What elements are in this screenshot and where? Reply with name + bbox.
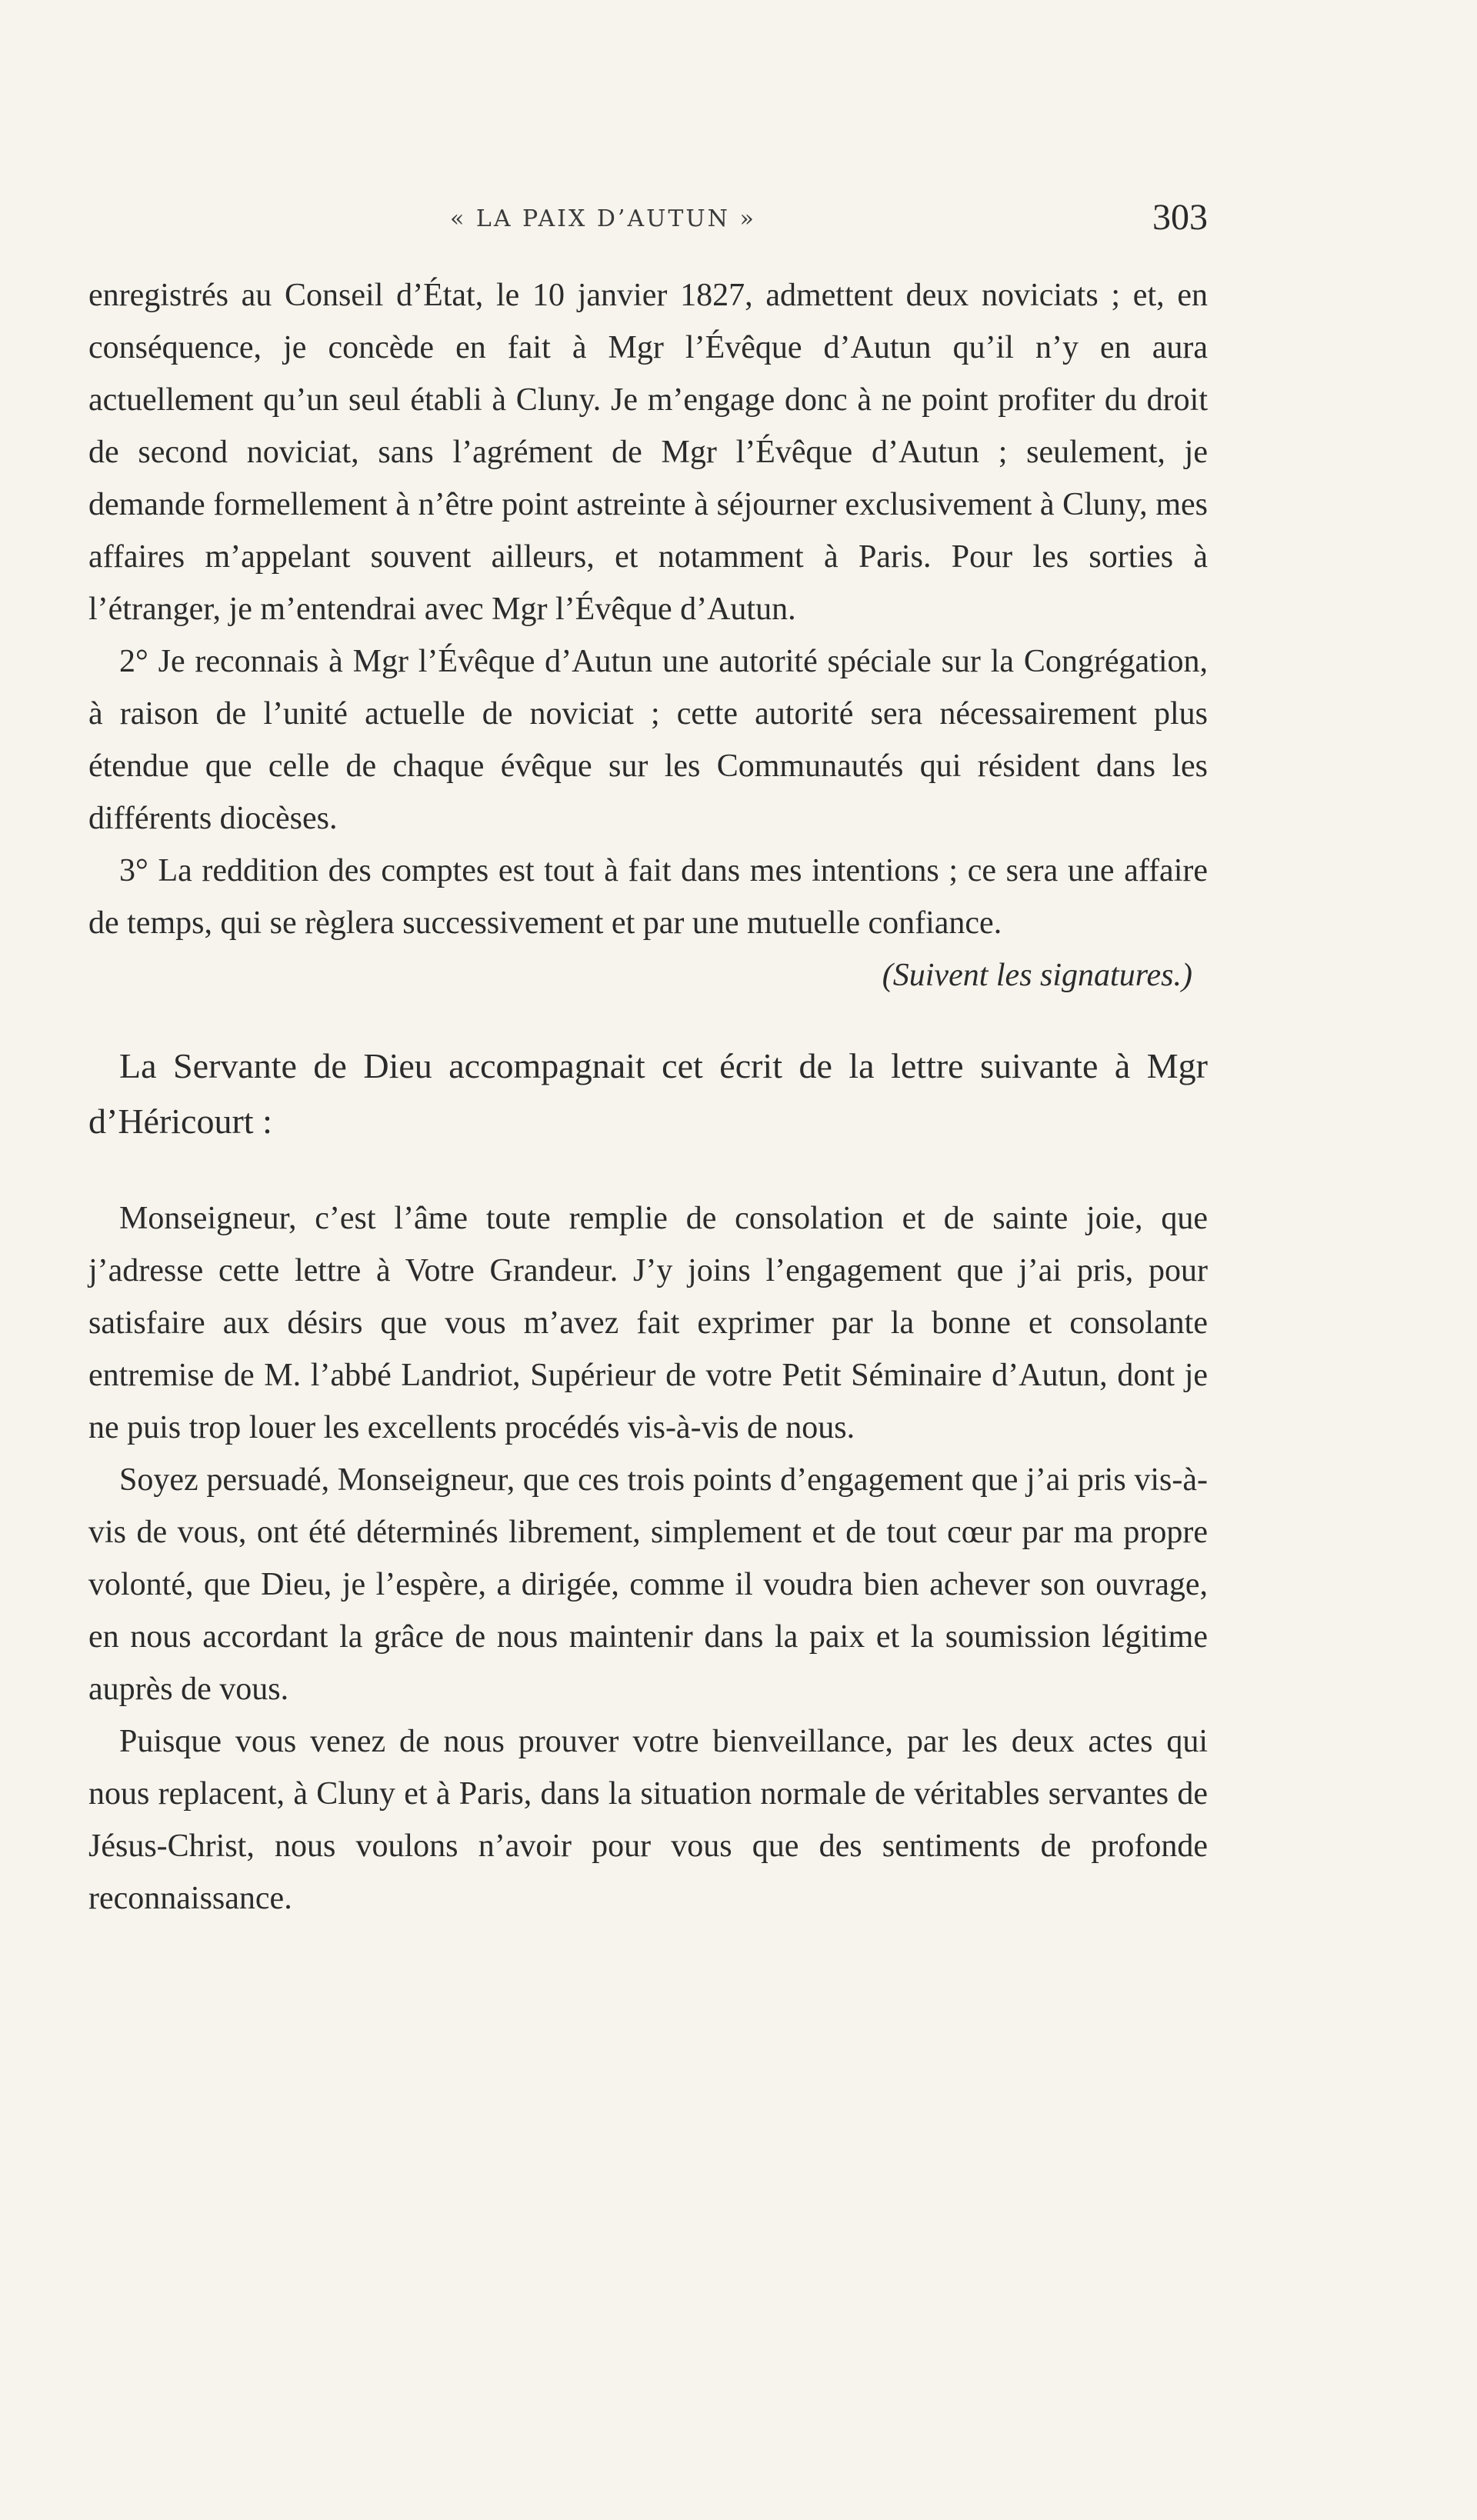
- page-number: 303: [1152, 197, 1208, 238]
- paragraph-engagement-1: enregistrés au Conseil d’État, le 10 janvier 1827, admettent deux noviciats ; et, en conséquence, je concède en fait à Mgr l’Évêque d’Autun qu’il n’y en aura actuellement qu’un seul établi à Cluny. Je m’engage donc à ne point profiter du droit de second noviciat, sans l’agrément de Mgr l’Évêque d’Autun ; seulement, je demande formellement à n’être point astreinte à séjourner exclusivement à Cluny, mes affaires m’appelant souvent ailleurs, et notamment à Paris. Pour les sorties à l’étranger, je m’entendrai avec Mgr l’Évêque d’Autun.: [88, 278, 1208, 627]
- paragraph-engagement-2: 2° Je reconnais à Mgr l’Évêque d’Autun une autorité spéciale sur la Congrégation, à raison de l’unité actuelle de noviciat ; cette autorité sera nécessairement plus étendue que celle de chaque évêque sur les Communautés qui résident dans les différents diocèses.: [88, 644, 1208, 836]
- page-header: [88, 196, 1208, 242]
- running-title: « LA PAIX D’AUTUN »: [450, 205, 756, 232]
- letter-paragraph-2: Soyez persuadé, Monseigneur, que ces trois points d’engagement que j’ai pris vis-à-vis de vous, ont été déterminés librement, simplement et de tout cœur par ma propre volonté, que Dieu, je l’espère, a dirigée, comme il voudra bien achever son ouvrage, en nous accordant la grâce de nous maintenir dans la paix et la soumission légitime auprès de vous.: [88, 1462, 1208, 1707]
- letter-paragraph-1: Monseigneur, c’est l’âme toute remplie de consolation et de sainte joie, que j’adresse cette lettre à Votre Grandeur. J’y joins l’engagement que j’ai pris, pour satisfaire aux désirs que vous m’avez fait exprimer par la bonne et consolante entremise de M. l’abbé Landriot, Supérieur de votre Petit Séminaire d’Autun, dont je ne puis trop louer les excellents procédés vis-à-vis de nous.: [88, 1201, 1208, 1445]
- paragraph-engagement-3: 3° La reddition des comptes est tout à fait dans mes intentions ; ce sera une affaire de temps, qui se règlera successivement et par une mutuelle confiance.: [88, 853, 1208, 941]
- letter-introduction: La Servante de Dieu accompagnait cet écrit de la lettre suivante à Mgr d’Héricourt :: [88, 1046, 1208, 1141]
- signature-note: (Suivent les signatures.): [882, 958, 1192, 993]
- letter-paragraph-3: Puisque vous venez de nous prouver votre bienveillance, par les deux actes qui nous replacent, à Cluny et à Paris, dans la situation normale de véritables servantes de Jésus-Christ, nous voulons n’avoir pour vous que des sentiments de profonde reconnaissance.: [88, 1724, 1208, 1916]
- body-text: [88, 269, 1208, 1925]
- letter: [88, 1192, 1208, 1925]
